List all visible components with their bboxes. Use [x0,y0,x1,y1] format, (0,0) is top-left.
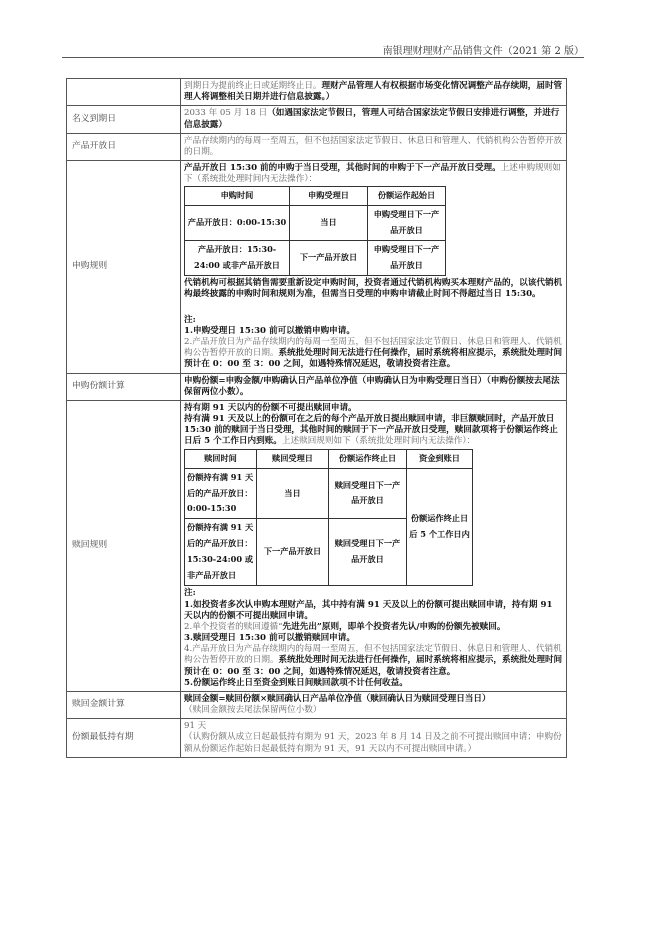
min-hold-detail: （认购份额从成立日起最低持有期为 91 天，2023 年 8 月 14 日及之前不可提出赎回申请；申购份额从份额运作起始日起最低持有期为 91 天，91 天以内不可提出赎回申请。） [184,732,562,754]
subscription-note-2: 2.产品开放日为产品存续期内的每周一至周五，但不包括国家法定节假日、休息日和管理人、代销机构公告暂停开放的日期。 [184,336,562,359]
redemption-rules-table [184,449,473,587]
product-terms-table [66,78,567,758]
red-header-end: 份额运作终止日 [329,449,407,468]
subscription-row [67,161,567,373]
subscription-intro: 产品开放日 15:30 前的申购于当日受理，其他时间的申购于下一产品开放日受理。 [184,163,501,174]
red-r2-time: 份额持有满 91 天后的产品开放日：15:30-24:00 或非产品开放日 [185,519,257,586]
sub-r2-start: 申购受理日下一产品开放日 [368,241,446,276]
sub-r2-time: 产品开放日：15:30-24:00 或非产品开放日 [185,241,290,276]
subscription-note-1: 1.申购受理日 15:30 前可以撤销申购申请。 [184,325,355,336]
red-header-accept: 赎回受理日 [257,449,329,468]
redemption-row [67,400,567,691]
subscription-rules-table [184,186,446,276]
redemption-note-2c: ”原则，即单个投资者先认/申购的份额先被赎回。 [316,621,506,632]
red-calc-label: 赎回金额计算 [67,691,181,718]
subscription-label: 申购规则 [67,161,181,373]
red-arrival: 份额运作终止日后 5 个工作日内 [407,468,473,586]
page-header: 南银理财理财产品销售文件（2021 第 2 版） [382,46,584,57]
subscription-intro-note: 上述申购规则如下（系统批处理时间内无法操作）： [184,163,561,185]
maturity-cell [181,106,567,133]
subscription-agency-note: 代销机构可根据其销售需要重新设定申购时间，投资者通过代销机构购买本理财产品的，以该代销机构最终披露的申购时间和规则为准，但需当日受理的申购申请截止时间不得超过当日 15:30。 [184,278,563,300]
min-hold-row [67,719,567,758]
open-day-label: 产品开放日 [67,133,181,160]
termination-label [67,79,181,106]
termination-cell [181,79,567,106]
open-day-text: 产品存续期内的每周一至周五，但不包括国家法定节假日、休息日和管理人、代销机构公告暂停开放的日期。 [181,133,567,160]
red-calc-cell [181,691,567,718]
redemption-note-4: 4.产品开放日为产品存续期内的每周一至周五，但不包括国家法定节假日、休息日和管理人、代销机构公告暂停开放的日期。 [184,644,562,666]
redemption-cell [181,400,567,691]
red-header-time: 赎回时间 [185,449,257,468]
min-hold-cell [181,719,567,758]
min-hold-days: 91 天 [184,721,207,732]
maturity-date: 2033 年 05 月 18 日 [184,108,268,119]
red-r2-end: 赎回受理日下一产品开放日 [329,519,407,586]
red-calc-row [67,691,567,718]
min-hold-label: 份额最低持有期 [67,719,181,758]
red-r1-end: 赎回受理日下一产品开放日 [329,468,407,519]
subscription-cell [181,161,567,373]
sub-r1-accept: 当日 [290,206,368,241]
sub-header-time: 申购时间 [185,187,290,206]
redemption-p1: 持有期 91 天以内的份额不可提出赎回申请。 [184,402,357,413]
sub-calc-text: 申购份额=申购金额/申购确认日产品单位净值（申购确认日为申购受理日当日）（申购份额按去尾法保留两位小数）。 [181,373,567,400]
maturity-label: 名义到期日 [67,106,181,133]
red-header-arrival: 资金到账日 [407,449,473,468]
red-calc-rounding: （赎回金额按去尾法保留两位小数） [184,705,322,716]
termination-text: 到期日为提前终止日或延期终止日。 [184,81,322,91]
maturity-note: （如遇国家法定节假日，管理人可结合国家法定节假日安排进行调整，并进行信息披露） [184,108,560,130]
redemption-p2: 持有满 91 天及以上的份额可在之后的每个产品开放日提出赎回申请，非巨额赎回时，产品开放日 15:30 前的赎回于当日受理，其他时间的赎回于下一产品开放日受理，赎回款项将于份额运作终止日后 5 个工作日内到账。 [184,414,558,447]
header-rule [62,57,584,58]
redemption-p2-note: 上述赎回规则如下（系统批处理时间内无法操作）： [281,436,476,447]
redemption-note-2a: 2.单个投资者的赎回遵循“ [184,621,283,632]
redemption-note-4-bold: 系统批处理时间无法进行任何操作，届时系统将相应提示，系统批处理时间预计在 0：00 至 3：00 之间，如遇特殊情况延迟，敬请投资者注意。 [184,655,563,677]
subscription-note-2-bold: 系统批处理时间无法进行任何操作，届时系统将相应提示，系统批处理时间预计在 0：00 至 3：00 之间，如遇特殊情况延迟，敬请投资者注意。 [184,348,563,370]
maturity-row [67,106,567,133]
sub-r1-start: 申购受理日下一产品开放日 [368,206,446,241]
sub-calc-row [67,373,567,400]
red-calc-formula: 赎回金额=赎回份额×赎回确认日产品单位净值（赎回确认日为赎回受理日当日） [184,693,491,704]
redemption-note-3: 3.赎回受理日 15:30 前可以撤销赎回申请。 [184,633,355,644]
sub-header-start: 份额运作起始日 [368,187,446,206]
termination-row [67,79,567,106]
sub-r2-accept: 下一产品开放日 [290,241,368,276]
red-r1-time: 份额持有满 91 天后的产品开放日：0:00-15:30 [185,468,257,519]
sub-header-accept: 申购受理日 [290,187,368,206]
termination-bold: 理财产品管理人有权根据市场变化情况调整产品存续期，届时管理人将调整相关日期并进行信息披露。） [184,81,563,103]
redemption-note-5: 5.份额运作终止日至资金到账日间赎回款项不计任何收益。 [184,677,408,688]
sub-r1-time: 产品开放日：0:00-15:30 [185,206,290,241]
subscription-note-title: 注: [184,314,196,325]
redemption-note-2b: 先进先出 [282,621,317,632]
redemption-note-title: 注: [184,588,196,599]
sub-calc-label: 申购份额计算 [67,373,181,400]
redemption-label: 赎回规则 [67,400,181,691]
open-day-row [67,133,567,160]
red-r2-accept: 下一产品开放日 [257,519,329,586]
redemption-note-1: 1.如投资者多次认申购本理财产品，其中持有满 91 天及以上的份额可提出赎回申请，持有期 91 天以内的份额不可提出赎回申请。 [184,599,553,621]
red-r1-accept: 当日 [257,468,329,519]
